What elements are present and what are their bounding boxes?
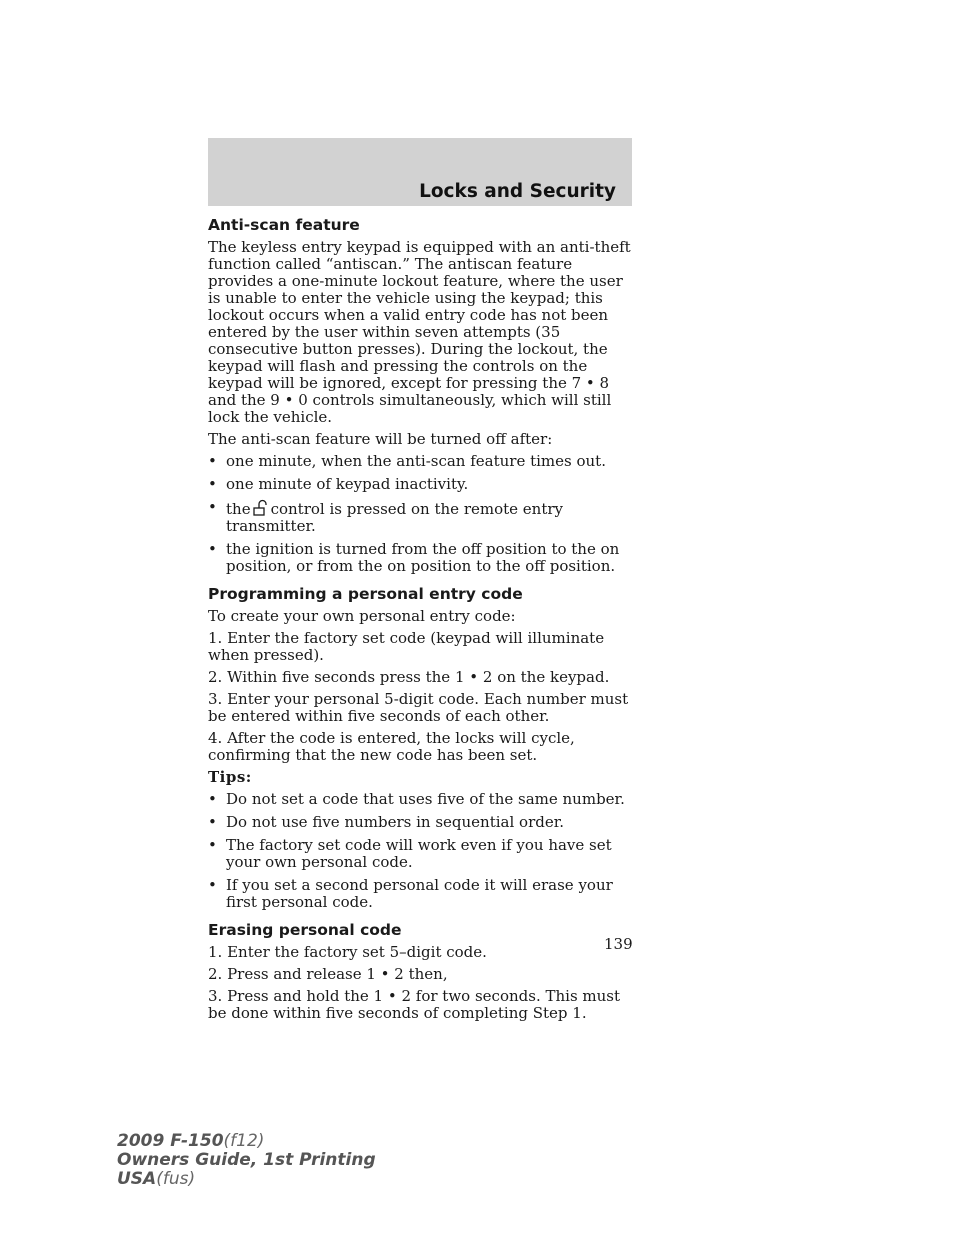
bullet-icon: •	[208, 813, 217, 831]
footer-region-line: USA(fus)	[117, 1169, 196, 1189]
bullet-icon: •	[208, 452, 217, 470]
bullet-icon: •	[208, 540, 217, 558]
bullet-icon: •	[208, 475, 217, 493]
anti-scan-off-intro: The anti-scan feature will be turned off after:	[208, 430, 553, 448]
unlock-icon	[252, 499, 270, 517]
print-footer	[117, 1132, 376, 1189]
programming-intro: To create your own personal entry code:	[208, 607, 516, 625]
tips-label: Tips:	[208, 768, 252, 786]
footer-model-line: 2009 F-150(f12)	[117, 1131, 265, 1151]
list-item: • one minute, when the anti-scan feature times out.	[208, 452, 606, 470]
list-item: • Do not use five numbers in sequential order.	[208, 813, 565, 831]
page-number: 139	[604, 935, 633, 953]
heading-programming-code: Programming a personal entry code	[208, 585, 523, 603]
erasing-step-1: 1. Enter the factory set 5–digit code.	[208, 943, 487, 961]
bullet-icon: •	[208, 876, 217, 894]
list-item: • Do not set a code that uses five of the same number.	[208, 790, 625, 808]
list-item: • the control is pressed on the remote entry transmitter.	[208, 498, 563, 535]
erasing-step-3: 3. Press and hold the 1 • 2 for two seconds. This must be done within five seconds of completing Step 1.	[208, 987, 621, 1022]
bullet-icon: •	[208, 498, 217, 516]
programming-step-1: 1. Enter the factory set code (keypad will illuminate when pressed).	[208, 629, 605, 664]
list-item: • If you set a second personal code it will erase your first personal code.	[208, 876, 613, 911]
programming-step-4: 4. After the code is entered, the locks will cycle, confirming that the new code has been set.	[208, 729, 575, 764]
heading-anti-scan: Anti-scan feature	[208, 216, 360, 234]
footer-edition-line: Owners Guide, 1st Printing	[117, 1150, 376, 1170]
tips-list	[208, 791, 634, 911]
anti-scan-description: The keyless entry keypad is equipped with an anti-theft function called “antiscan.” The antiscan feature provides a one-minute lockout feature, where the user is unable to enter the vehicle using the keypad; this lockout occurs when a valid entry code has not been entered by the user within seven attempts (35 consecutive button presses). During the lockout, the keypad will flash and pressing the controls on the keypad will be ignored, except for pressing the 7 • 8 and the 9 • 0 controls simultaneously, which will still lock the vehicle.	[208, 238, 631, 426]
list-item: • The factory set code will work even if you have set your own personal code.	[208, 836, 612, 871]
bullet-icon: •	[208, 836, 217, 854]
header-band	[208, 138, 632, 206]
anti-scan-off-list	[208, 453, 634, 575]
page-content	[208, 216, 634, 1027]
list-item: • the ignition is turned from the off position to the on position, or from the on position to the off position.	[208, 540, 620, 575]
programming-step-3: 3. Enter your personal 5-digit code. Each number must be entered within five seconds of each other.	[208, 690, 629, 725]
programming-step-2: 2. Within five seconds press the 1 • 2 on the keypad.	[208, 668, 610, 686]
bullet-icon: •	[208, 790, 217, 808]
page-section-title: Locks and Security	[419, 181, 616, 202]
list-item: • one minute of keypad inactivity.	[208, 475, 469, 493]
erasing-step-2: 2. Press and release 1 • 2 then,	[208, 965, 448, 983]
heading-erasing-code: Erasing personal code	[208, 921, 402, 939]
